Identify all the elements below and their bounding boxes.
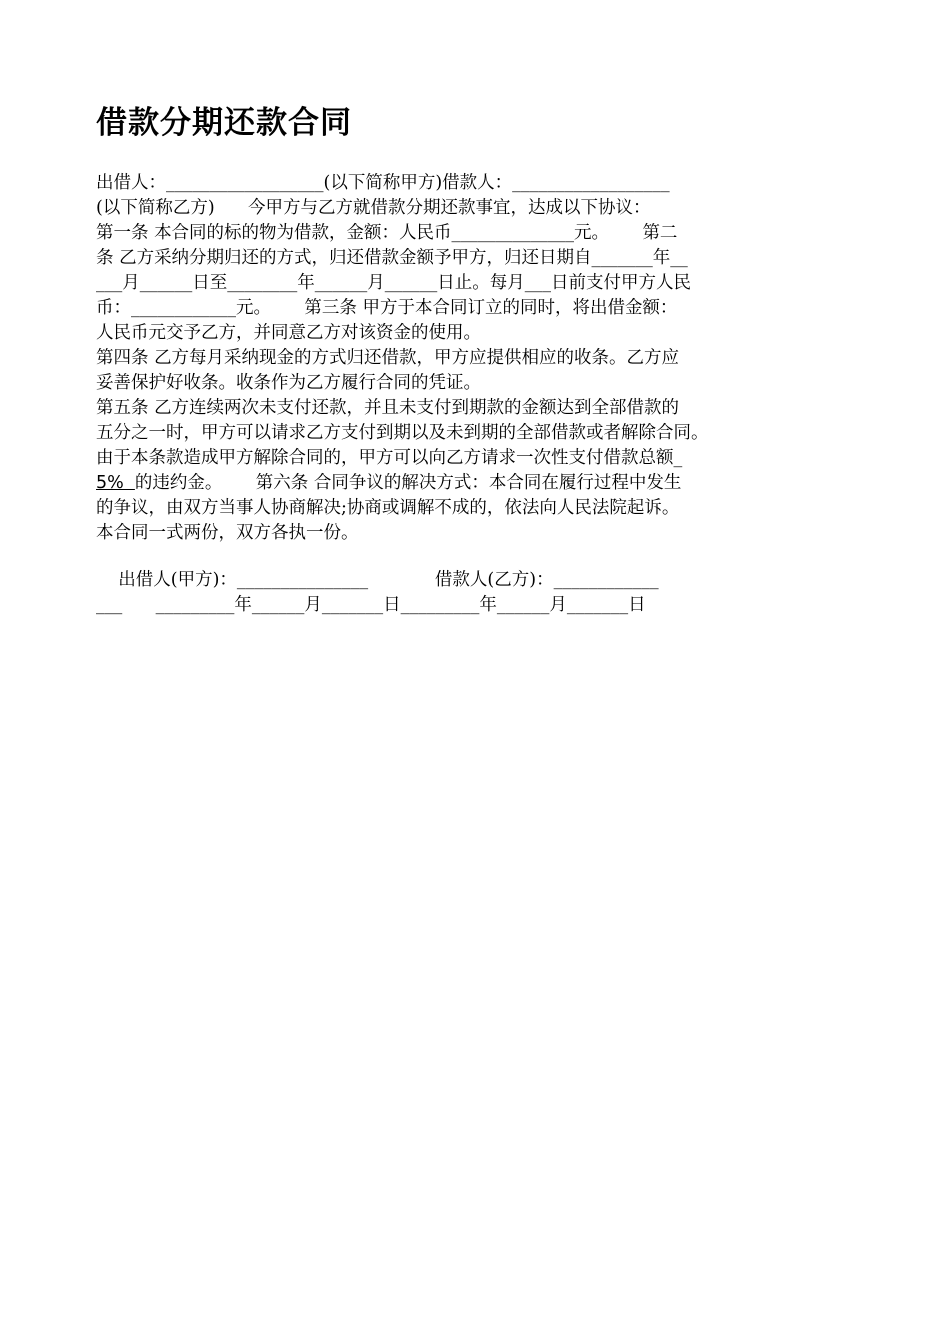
- paragraph-line: 人民币元交予乙方，并同意乙方对该资金的使用。: [96, 323, 481, 343]
- paragraph-line: 币：____________元。 第三条 甲方于本合同订立的同时，将出借金额：: [96, 298, 678, 318]
- paragraph-line: 由于本条款造成甲方解除合同的，甲方可以向乙方请求一次性支付借款总额_: [96, 448, 683, 468]
- paragraph-line: 第五条 乙方连续两次未支付还款，并且未支付到期款的金额达到全部借款的: [96, 398, 680, 418]
- spacer: [96, 546, 876, 568]
- paragraph-line: 妥善保护好收条。收条作为乙方履行合同的凭证。: [96, 373, 481, 393]
- paragraph-line-text: 的违约金。 第六条 合同争议的解决方式：本合同在履行过程中发生: [134, 473, 682, 493]
- paragraph-line: 条 乙方采纳分期归还的方式，归还借款金额予甲方，归还日期自_______年__: [96, 248, 688, 268]
- paragraph-line: ___月______日至________年______月______日止。每月___日前支付甲方人民: [96, 273, 691, 293]
- signature-line: 出借人(甲方)：_______________ 借款人(乙方)：____________: [96, 570, 659, 590]
- paragraph-line: 五分之一时，甲方可以请求乙方支付到期以及未到期的全部借款或者解除合同。: [96, 423, 709, 443]
- paragraph-line: (以下简称乙方) 今甲方与乙方就借款分期还款事宜，达成以下协议：: [96, 198, 651, 218]
- penalty-rate: 5%: [96, 473, 135, 493]
- paragraph-line-penalty: [96, 471, 876, 496]
- contract-page: [96, 103, 876, 618]
- paragraph-line: 的争议，由双方当事人协商解决;协商或调解不成的，依法向人民法院起诉。: [96, 498, 680, 518]
- document-title: 借款分期还款合同: [96, 105, 352, 141]
- paragraph-line: 出借人：__________________(以下简称甲方)借款人：__________________: [96, 173, 670, 193]
- paragraph-line: 第一条 本合同的标的物为借款，金额：人民币______________元。 第二: [96, 223, 678, 243]
- paragraph-line: 第四条 乙方每月采纳现金的方式归还借款，甲方应提供相应的收条。乙方应: [96, 348, 680, 368]
- paragraph-line: 本合同一式两份，双方各执一份。: [96, 523, 359, 543]
- signature-date-line: ___ _________年______月_______日_________年______月_______日: [96, 595, 646, 615]
